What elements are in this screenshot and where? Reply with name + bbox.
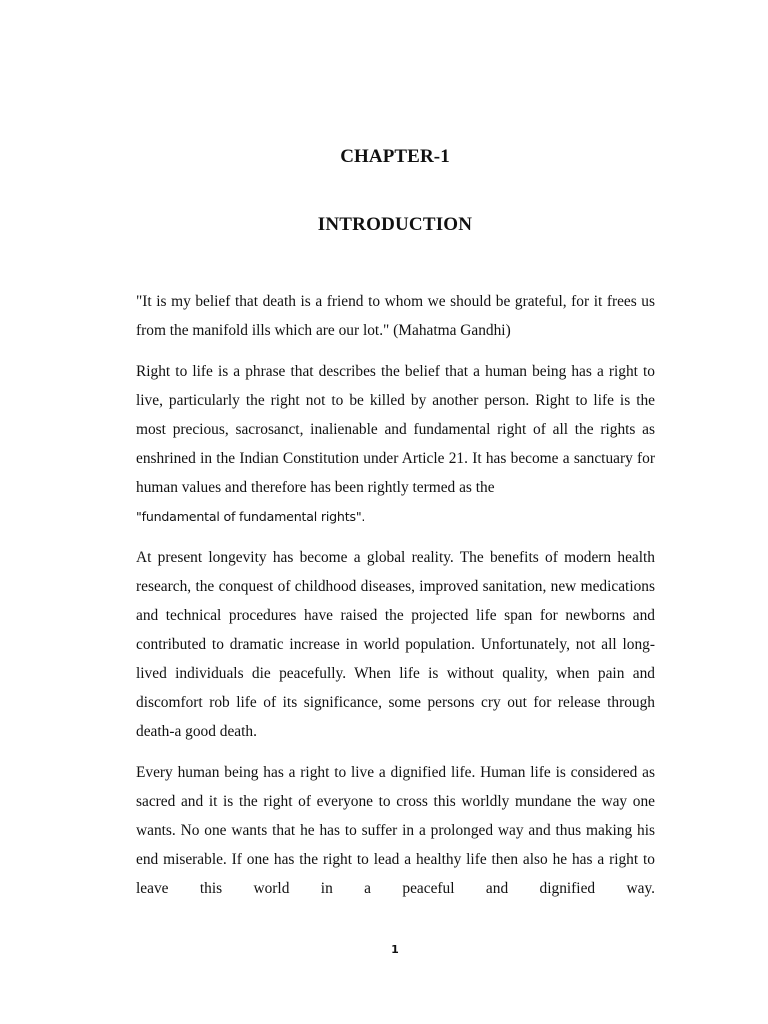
paragraph-longevity: At present longevity has become a global reality. The benefits of modern health research, the conquest of childhood diseases, improved sanitation, new medications and technical procedures have raised the projected life span for newborns and contributed to dramatic increase in world population. Unfortunately, not all long-lived individuals die peacefully. When life is without quality, when pain and discomfort rob life of its significance, some persons cry out for release through death-a good death. xyxy=(136,549,655,740)
paragraph-right-to-life-text: Right to life is a phrase that describes the belief that a human being has a right to live, particularly the right not to be killed by another person. Right to life is the most precious, sacrosanct, inalienable and fundamental right of all the rights as enshrined in the Indian Constitution under Article 21. It has become a sanctuary for human values and therefore has been rightly termed as the xyxy=(136,363,655,496)
paragraph-right-to-life xyxy=(136,357,655,531)
body-text xyxy=(136,287,655,915)
fundamental-rights-phrase: "fundamental of fundamental rights". xyxy=(136,509,366,524)
paragraph-dignified-life: Every human being has a right to live a dignified life. Human life is considered as sacred and it is the right of everyone to cross this worldly mundane the way one wants. No one wants that he has to suffer in a prolonged way and thus making his end miserable. If one has the right to lead a healthy life then also he has a right to leave this world in a peaceful and dignified way. xyxy=(136,764,655,897)
chapter-label: CHAPTER-1 xyxy=(340,146,450,167)
epigraph-quote: "It is my belief that death is a friend to whom we should be grateful, for it frees us from the manifold ills which are our lot." (Mahatma Gandhi) xyxy=(136,293,655,339)
page-number: 1 xyxy=(391,943,399,956)
section-title: INTRODUCTION xyxy=(317,214,473,235)
